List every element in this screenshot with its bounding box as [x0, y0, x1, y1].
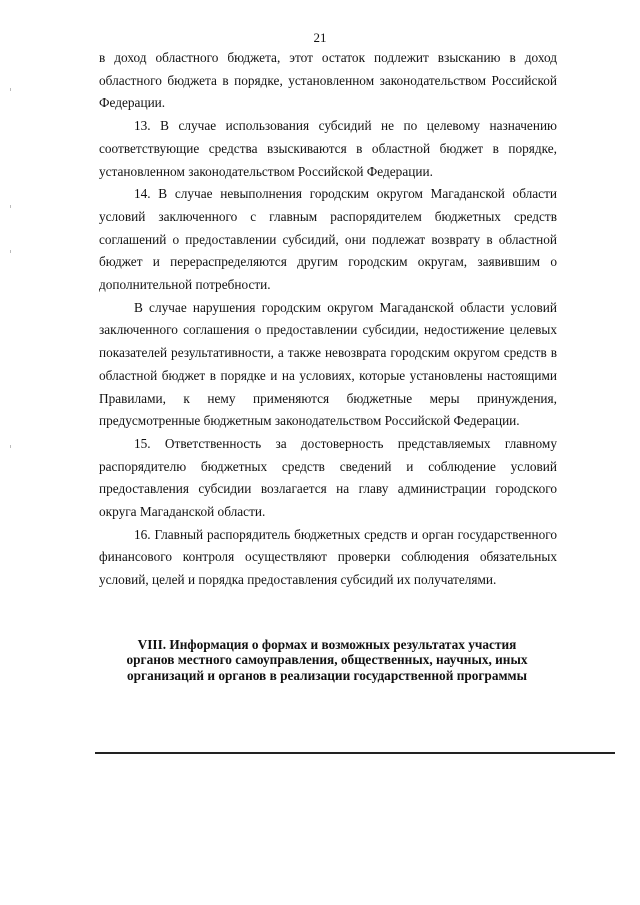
paragraph-14: 14. В случае невыполнения городским округом Магаданской области условий заключенного с главным распорядителем бюджетных средств соглашений о предоставлении субсидий, они подлежат возврату в областной бюджет и перераспределяются другим городским округам, заявившим о дополнительной потребности.: [99, 186, 557, 293]
scan-artifact: [10, 88, 11, 91]
body-text: [99, 47, 557, 592]
section-heading-line-1: VIII. Информация о формах и возможных результатах участия: [137, 637, 517, 652]
paragraph-13: 13. В случае использования субсидий не по целевому назначению соответствующие средства взыскиваются в областной бюджет в порядке, установленном законодательством Российской Федерации.: [99, 118, 557, 179]
scan-artifact: [10, 250, 11, 253]
page-number: 21: [313, 30, 327, 45]
section-heading-line-2: органов местного самоуправления, общественных, научных, иных: [126, 652, 528, 668]
paragraph-violation: В случае нарушения городским округом Магаданской области условий заключенного соглашения о предоставлении субсидии, недостижение целевых показателей результативности, а также невозврата городским округом средств в областной бюджет в порядке и на условиях, которые установлены настоящими Правилами, к нему применяются бюджетные меры принуждения, предусмотренные бюджетным законодательством Российской Федерации.: [99, 299, 557, 429]
scan-artifact: [10, 205, 11, 208]
paragraph-15: 15. Ответственность за достоверность представляемых главному распорядителю бюджетных средств сведений и соблюдение условий предоставления субсидии возлагается на главу администрации городского округа Магаданской области.: [99, 435, 557, 520]
section-heading-line-3: организаций и органов в реализации государственной программы: [127, 667, 527, 683]
paragraph-continuation: в доход областного бюджета, этот остаток подлежит взысканию в доход областного бюджета в порядке, установленном законодательством Российской Федерации.: [99, 50, 557, 111]
bottom-divider: [95, 752, 615, 754]
paragraph-16: 16. Главный распорядитель бюджетных средств и орган государственного финансового контроля осуществляют проверки соблюдения обязательных условий, целей и порядка предоставления субсидий их получателями.: [99, 526, 557, 588]
scan-artifact: [10, 445, 11, 448]
section-heading: [92, 637, 562, 683]
